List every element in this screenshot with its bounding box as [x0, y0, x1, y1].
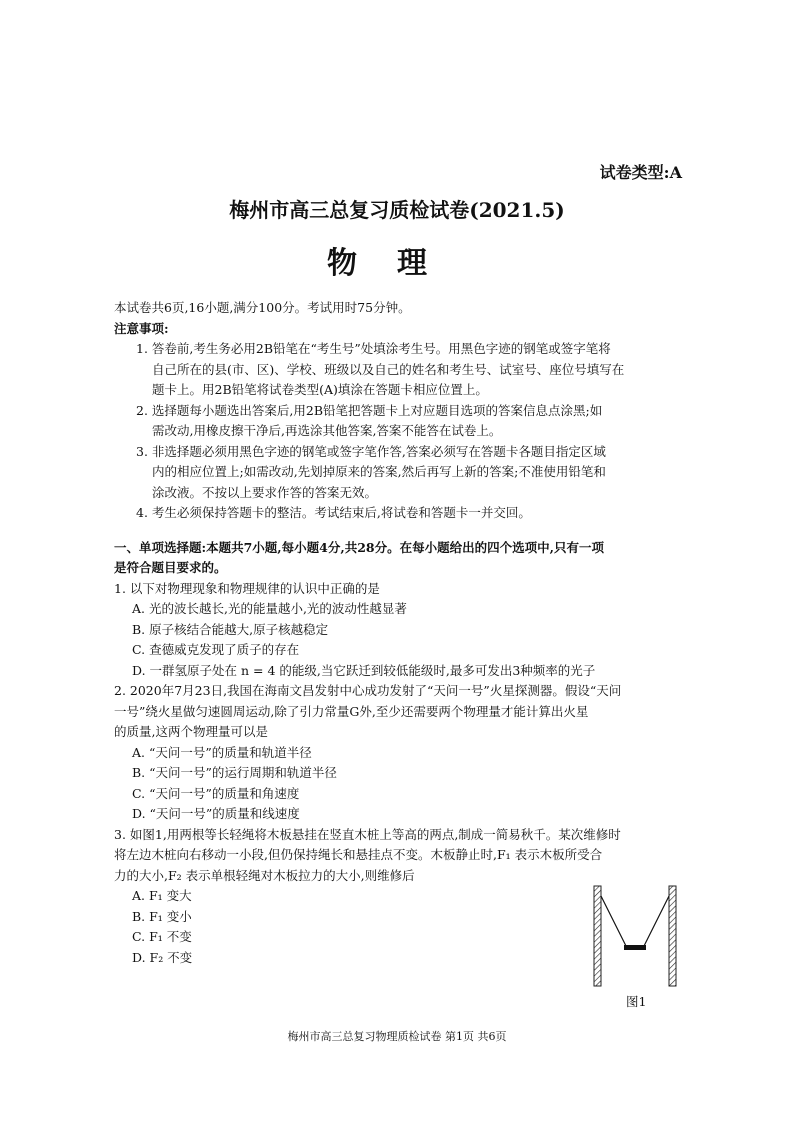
question-option: C. 查德威克发现了质子的存在 [132, 642, 300, 657]
page-footer: 梅州市高三总复习物理质检试卷 第1页 共6页 [287, 1030, 507, 1043]
swing-board [624, 945, 646, 950]
question-stem: 力的大小,F₂ 表示单根轻绳对木板拉力的大小,则维修后 [114, 867, 415, 883]
question-option: A. “天问一号”的质量和轨道半径 [132, 744, 312, 760]
question-stem: 的质量,这两个物理量可以是 [114, 724, 268, 739]
note-line: 3. 非选择题必须用黑色字迹的钢笔或签字笔作答,答案必须写在答题卡各题目指定区域 [136, 443, 606, 459]
right-post [669, 886, 676, 986]
exam-body [114, 298, 694, 968]
question-stem: 一号”绕火星做匀速圆周运动,除了引力常量G外,至少还需要两个物理量才能计算出火星 [114, 703, 589, 719]
question-option: B. F₁ 变小 [132, 908, 192, 924]
subject-title: 物理 [327, 246, 467, 281]
note-line: 自己所在的县(市、区)、学校、班级以及自己的姓名和考生号、试室号、座位号填写在 [152, 361, 625, 377]
question-option: A. 光的波长越长,光的能量越小,光的波动性越显著 [132, 601, 407, 616]
question-stem: 1. 以下对物理现象和物理规律的认识中正确的是 [114, 580, 380, 596]
note-line: 涂改液。不按以上要求作答的答案无效。 [152, 484, 378, 500]
question-stem: 3. 如图1,用两根等长轻绳将木板悬挂在竖直木桩上等高的两点,制成一简易秋千。某次维修时 [114, 826, 621, 842]
figure-label: 图1 [626, 994, 647, 1009]
section-heading: 是符合题目要求的。 [114, 560, 227, 575]
question-option: C. F₁ 不变 [132, 929, 192, 944]
question-option: B. “天问一号”的运行周期和轨道半径 [132, 765, 337, 780]
exam-title: 梅州市高三总复习质检试卷(2021.5) [229, 198, 565, 222]
note-line: 1. 答卷前,考生务必用2B铅笔在“考生号”处填涂考生号。用黑色字迹的钢笔或签字笔将 [136, 341, 611, 356]
section-heading: 一、单项选择题:本题共7小题,每小题4分,共28分。在每小题给出的四个选项中,只有一项 [114, 539, 604, 555]
swing-figure [584, 884, 684, 992]
left-rope [601, 896, 626, 946]
question-stem: 2. 2020年7月23日,我国在海南文昌发射中心成功发射了“天问一号”火星探测器。假设“天问 [114, 683, 622, 698]
left-post [594, 886, 601, 986]
question-option: D. 一群氢原子处在 n = 4 的能级,当它跃迁到较低能级时,最多可发出3种频率的光子 [132, 662, 596, 678]
note-line: 内的相应位置上;如需改动,先划掉原来的答案,然后再写上新的答案;不准使用铅笔和 [152, 464, 606, 479]
question-option: A. F₁ 变大 [132, 888, 192, 903]
note-line: 题卡上。用2B铅笔将试卷类型(A)填涂在答题卡相应位置上。 [152, 382, 488, 397]
question-option: C. “天问一号”的质量和角速度 [132, 785, 300, 801]
notes-heading: 注意事项: [114, 320, 169, 336]
paper-type: 试卷类型:A [599, 163, 682, 182]
question-option: B. 原子核结合能越大,原子核越稳定 [132, 621, 329, 637]
note-line: 需改动,用橡皮擦干净后,再选涂其他答案,答案不能答在试卷上。 [152, 423, 502, 438]
right-rope [644, 896, 669, 946]
note-line: 2. 选择题每小题选出答案后,用2B铅笔把答题卡上对应题目选项的答案信息点涂黑;如 [136, 402, 603, 418]
question-stem: 将左边木桩向右移动一小段,但仍保持绳长和悬挂点不变。木板静止时,F₁ 表示木板所受合 [114, 847, 603, 862]
intro-text: 本试卷共6页,16小题,满分100分。考试用时75分钟。 [114, 300, 411, 315]
note-line: 4. 考生必须保持答题卡的整洁。考试结束后,将试卷和答题卡一并交回。 [136, 505, 531, 520]
question-option: D. F₂ 不变 [132, 949, 193, 965]
question-option: D. “天问一号”的质量和线速度 [132, 806, 300, 821]
